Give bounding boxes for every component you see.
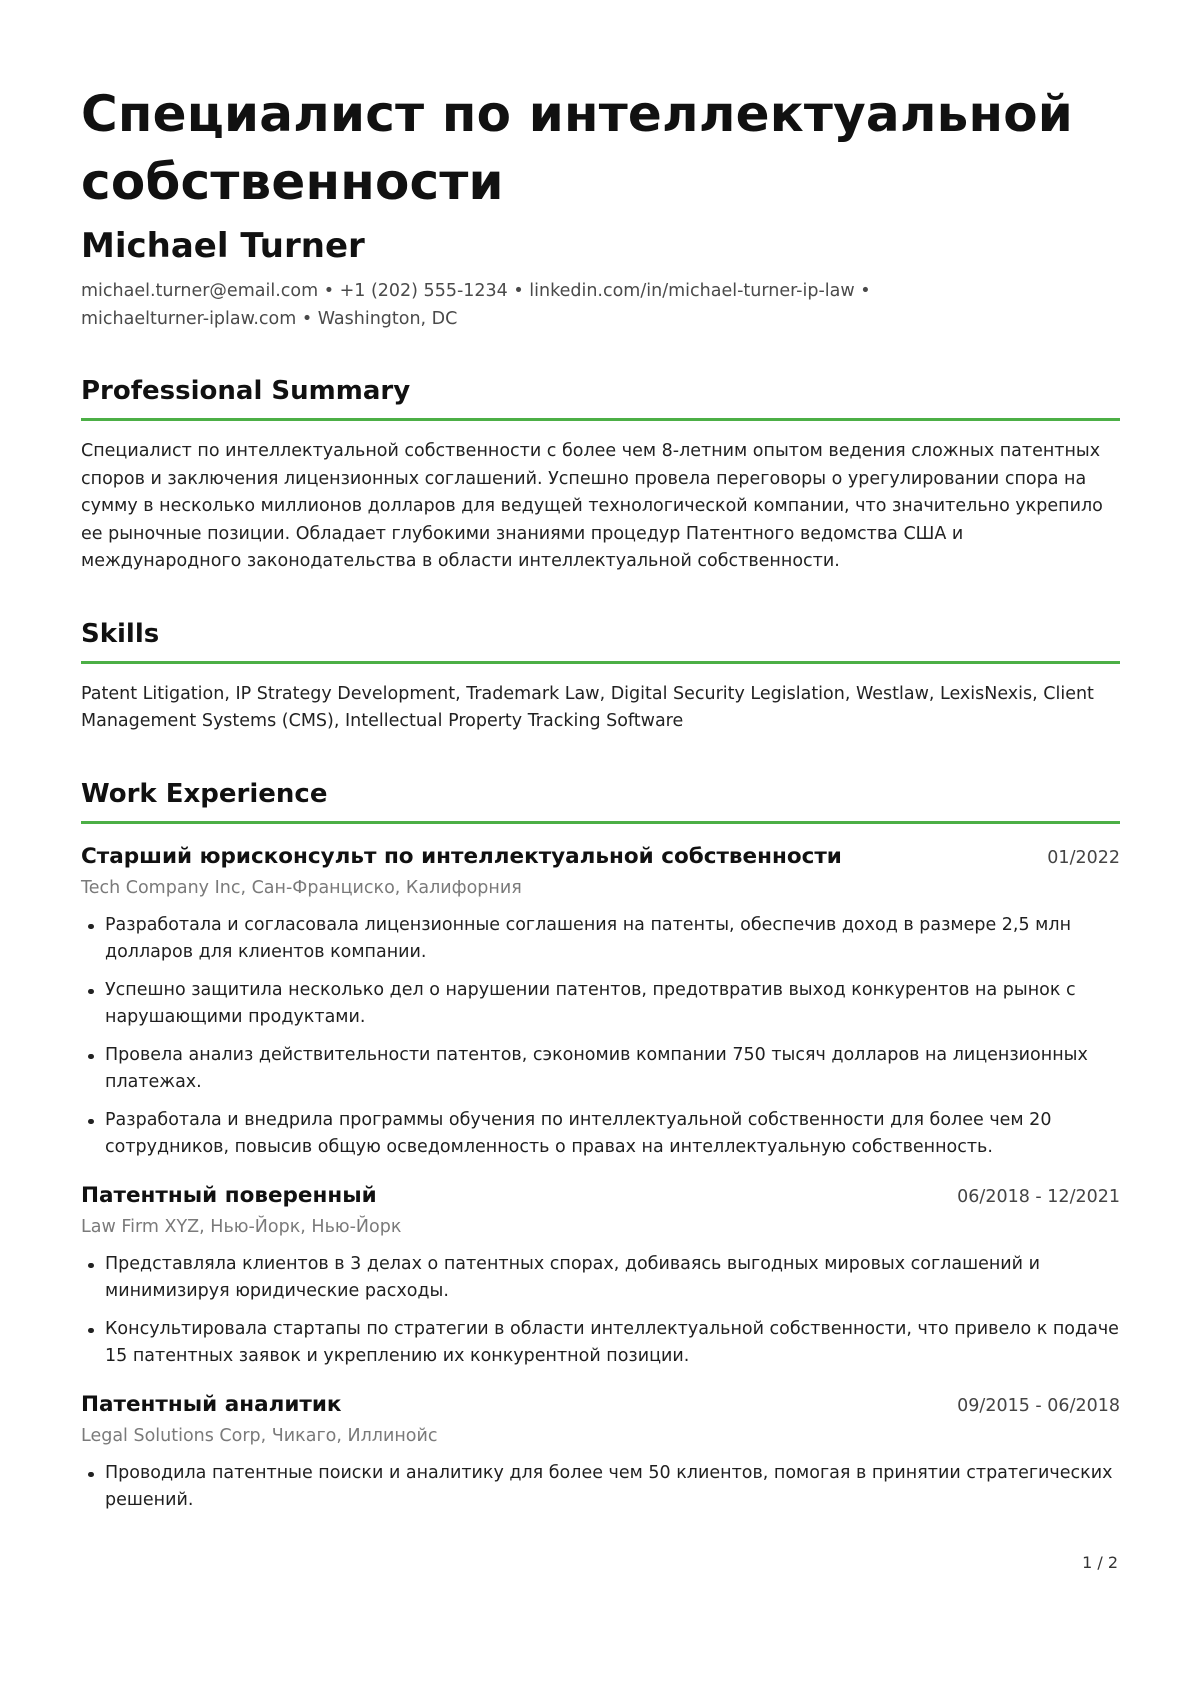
page-number: 1 / 2 — [1082, 1553, 1118, 1572]
job-date: 09/2015 - 06/2018 — [957, 1395, 1120, 1416]
job-entry — [81, 842, 1120, 1162]
bullet-item — [81, 1251, 1120, 1306]
candidate-name: Michael Turner — [81, 226, 365, 266]
skills-text: Patent Litigation, IP Strategy Development, Trademark Law, Digital Security Legislation, Westlaw, LexisNexis, Client Management Systems (CMS), Intellectual Property Tracking Software — [81, 683, 1094, 731]
summary-heading: Professional Summary — [81, 373, 1120, 421]
job-bullets — [81, 912, 1120, 1162]
experience-section — [81, 776, 1120, 1515]
experience-heading: Work Experience — [81, 776, 1120, 824]
job-company: Law Firm XYZ, Нью-Йорк, Нью-Йорк — [81, 1216, 402, 1237]
bullet-item — [81, 1107, 1120, 1162]
summary-section — [81, 373, 1120, 576]
job-title: Патентный аналитик — [81, 1391, 342, 1417]
job-title: Старший юрисконсульт по интеллектуальной собственности — [81, 843, 842, 869]
bullet-text: Консультировала стартапы по стратегии в области интеллектуальной собственности, что привело к подаче 15 патентных заявок и укреплению их конкурентной позиции. — [105, 1318, 1119, 1366]
bullet-dot-icon — [88, 1328, 94, 1334]
summary-text: Специалист по интеллектуальной собственности с более чем 8-летним опытом ведения сложных патентных споров и заключения лицензионных соглашений. Успешно провела переговоры о урегулировании спора на сумму в несколько миллионов долларов для ведущей технологической компании, что значительно укрепило ее рыночные позиции. Обладает глубокими знаниями процедур Патентного ведомства США и международного законодательства в области интеллектуальной собственности. — [81, 441, 1103, 571]
job-date: 01/2022 — [1047, 847, 1120, 868]
bullet-dot-icon — [88, 1054, 94, 1060]
bullet-item — [81, 977, 1120, 1032]
job-bullets — [81, 1251, 1120, 1371]
bullet-item — [81, 1316, 1120, 1371]
contact-info — [81, 278, 1120, 333]
bullet-dot-icon — [88, 989, 94, 995]
bullet-text: Успешно защитила несколько дел о нарушении патентов, предотвратив выход конкурентов на рынок с нарушающими продуктами. — [105, 979, 1076, 1027]
job-bullets — [81, 1460, 1120, 1515]
skills-section — [81, 616, 1120, 736]
bullet-dot-icon — [88, 1263, 94, 1269]
bullet-dot-icon — [88, 1472, 94, 1478]
bullet-text: Проводила патентные поиски и аналитику для более чем 50 клиентов, помогая в принятии стратегических решений. — [105, 1462, 1113, 1510]
bullet-dot-icon — [88, 1119, 94, 1125]
bullet-item — [81, 1460, 1120, 1515]
job-company: Tech Company Inc, Сан-Франциско, Калифорния — [81, 877, 522, 898]
job-title: Патентный поверенный — [81, 1182, 377, 1208]
bullet-text: Представляла клиентов в 3 делах о патентных спорах, добиваясь выгодных мировых соглашений и минимизируя юридические расходы. — [105, 1253, 1040, 1301]
skills-heading: Skills — [81, 616, 1120, 664]
job-entry — [81, 1181, 1120, 1371]
contact-line-2: michaelturner-iplaw.com • Washington, DC — [81, 308, 458, 329]
resume-page — [81, 80, 1120, 1525]
resume-title: Специалист по интеллектуальной собственности — [81, 85, 1074, 211]
bullet-dot-icon — [88, 924, 94, 930]
bullet-text: Провела анализ действительности патентов, сэкономив компании 750 тысяч долларов на лицензионных платежах. — [105, 1044, 1088, 1092]
contact-line-1: michael.turner@email.com • +1 (202) 555-1234 • linkedin.com/in/michael-turner-ip-law • — [81, 281, 871, 301]
job-company: Legal Solutions Corp, Чикаго, Иллинойс — [81, 1425, 438, 1446]
job-date: 06/2018 - 12/2021 — [957, 1186, 1120, 1207]
bullet-text: Разработала и согласовала лицензионные соглашения на патенты, обеспечив доход в размере 2,5 млн долларов для клиентов компании. — [105, 914, 1072, 962]
job-entry — [81, 1390, 1120, 1515]
bullet-text: Разработала и внедрила программы обучения по интеллектуальной собственности для более чем 20 сотрудников, повысив общую осведомленность о правах на интеллектуальную собственность. — [105, 1109, 1052, 1157]
bullet-item — [81, 912, 1120, 967]
bullet-item — [81, 1042, 1120, 1097]
